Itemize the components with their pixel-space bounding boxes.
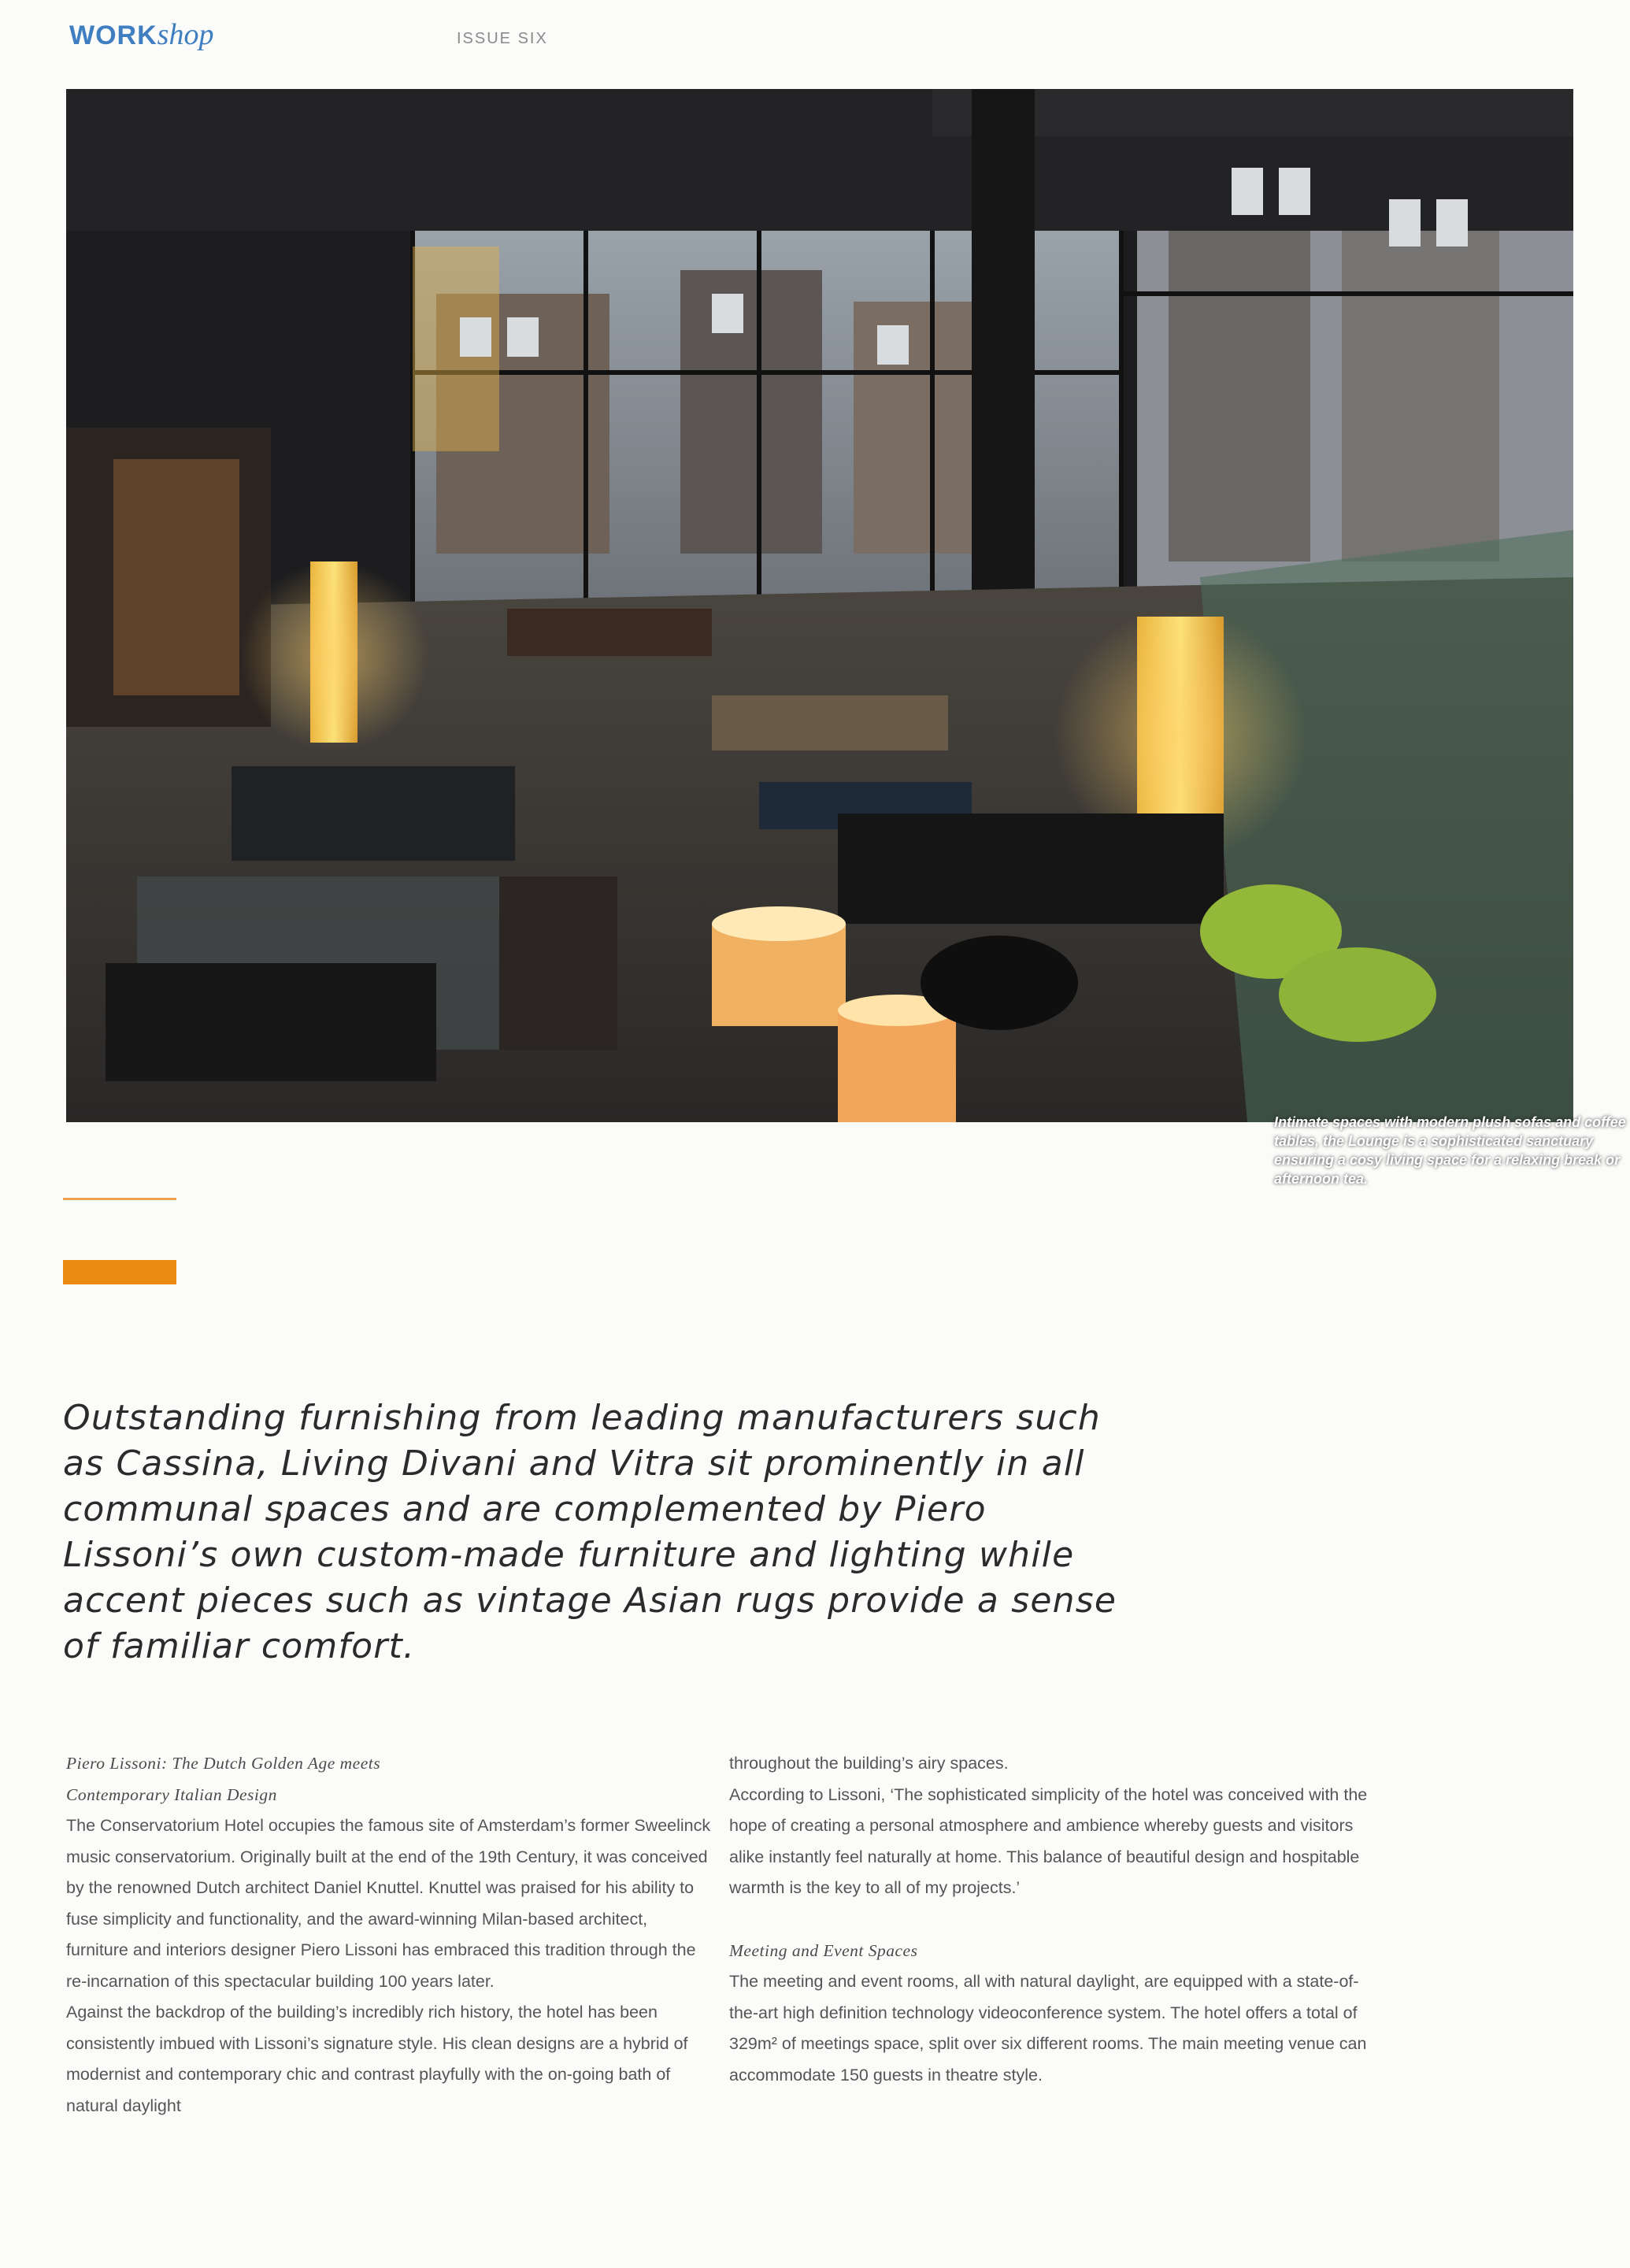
article-column-right — [729, 1748, 1375, 2091]
photo-caption: Intimate spaces with modern plush sofas and coffee tables, the Lounge is a sophisticated sanctuary ensuring a cosy living space for a relaxing break or afternoon tea. — [1274, 1114, 1626, 1187]
issue-label: ISSUE SIX — [457, 30, 548, 47]
article-paragraph: The Conservatorium Hotel occupies the famous site of Amsterdam’s former Sweelinck music conservatorium. Originally built at the end of the 19th Century, it was conceived by the renowned Dutch architect Daniel Knuttel. Knuttel was praised for his ability to fuse simplicity and functionality, and the award-winning Milan-based architect, furniture and interiors designer Piero Lissoni has embraced this tradition through the re-incarnation of this spectacular building 100 years later. — [66, 1816, 711, 1991]
brand-script: shop — [157, 18, 214, 51]
article-paragraph-continued: throughout the building’s airy spaces. — [729, 1754, 1009, 1773]
article-paragraph: The meeting and event rooms, all with natural daylight, are equipped with a state-of-the-art high definition technology videoconference system. The hotel offers a total of 329m² of meetings space, split over six different rooms. The main meeting venue can accommodate 150 guests in theatre style. — [729, 1972, 1367, 2085]
lounge-photo — [66, 89, 1626, 1187]
brand-main: WORK — [69, 20, 157, 50]
pull-quote: Outstanding furnishing from leading manufacturers such as Cassina, Living Divani and Vitra sit prominently in all communal spaces and are complemented by Piero Lissoni’s own custom-made furniture and lighting while accent pieces such as vintage Asian rugs provide a sense of familiar comfort. — [63, 1398, 1117, 1666]
article-column-left — [66, 1748, 712, 2122]
article-paragraph: Against the backdrop of the building’s incredibly rich history, the hotel has been consistently imbued with Lissoni’s signature style. His clean designs are a hybrid of modernist and contemporary chic and contrast playfully with the on-going bath of natural daylight — [66, 2003, 688, 2115]
section-heading-meetings: Meeting and Event Spaces — [729, 1940, 918, 1960]
accent-rule-thin — [63, 1198, 176, 1200]
lounge-illustration — [66, 89, 1573, 1122]
article-paragraph: According to Lissoni, ‘The sophisticated simplicity of the hotel was conceived with the hope of creating a personal atmosphere and ambience whereby guests and visitors alike instantly feel naturally at home. This balance of beautiful design and hospitable warmth is the key to all of my projects.’ — [729, 1784, 1368, 1897]
section-heading-line2: Contemporary Italian Design — [66, 1784, 277, 1804]
accent-rule-thick — [63, 1260, 176, 1284]
section-heading-line1: Piero Lissoni: The Dutch Golden Age meets — [66, 1754, 381, 1773]
magazine-brand — [69, 17, 213, 52]
